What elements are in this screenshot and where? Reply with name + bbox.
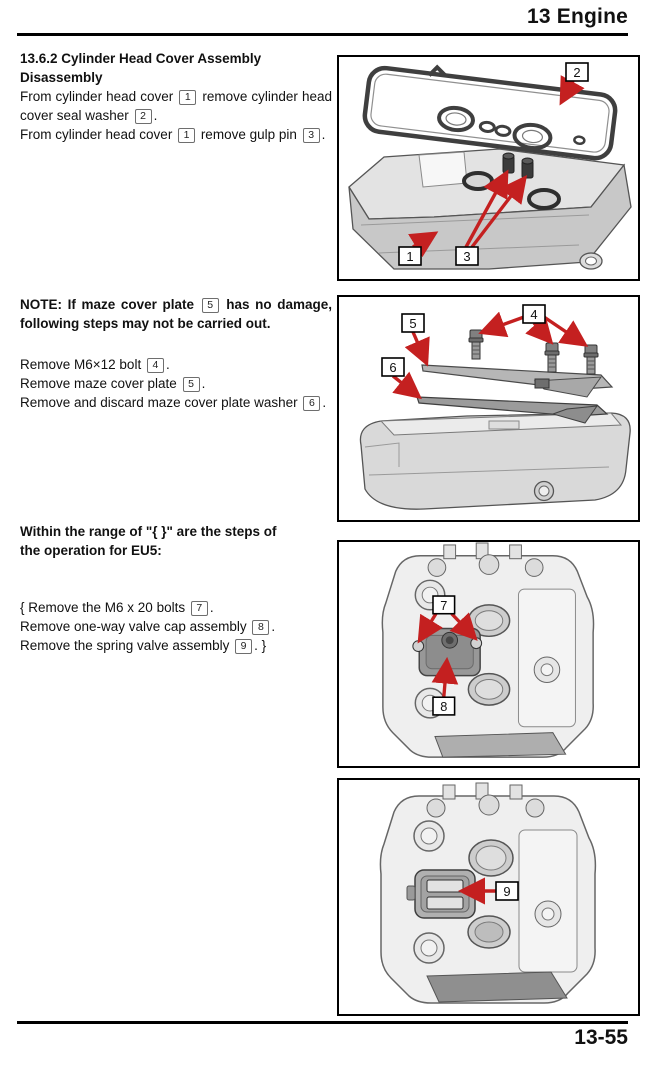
svg-text:2: 2: [573, 65, 581, 80]
part-ref-5: 5: [202, 298, 219, 313]
callout-1: [399, 247, 421, 265]
m6x12-bolts-drawing: [469, 330, 598, 374]
figure-maze-cover-plate-exploded: [337, 295, 640, 522]
svg-text:6: 6: [389, 360, 397, 375]
one-way-valve-cap-diagram: [339, 542, 638, 766]
section-eu5-steps: [20, 522, 332, 655]
part-ref-8: 8: [252, 620, 269, 635]
cover-gasket-diagram: [339, 57, 638, 279]
svg-text:7: 7: [440, 597, 448, 613]
cylinder-head-cover-drawing: [360, 413, 630, 509]
section-disassembly-intro: [20, 49, 332, 144]
part-ref-6: 6: [303, 396, 320, 411]
header-rule: [17, 33, 628, 36]
spring-valve-assembly-diagram: [339, 780, 638, 1014]
figure-one-way-valve-cap: [337, 540, 640, 768]
instruction-paragraph: { Remove the M6 x 20 bolts 7 .: [20, 600, 214, 615]
chapter-title: 13 Engine: [527, 5, 628, 28]
part-ref-9: 9: [235, 639, 252, 654]
breather-spout-drawing: [580, 253, 602, 269]
instruction-paragraph: Remove and discard maze cover plate washer 6 .: [20, 395, 327, 410]
eu5-heading-line2: the operation for EU5:: [20, 543, 162, 558]
svg-text:5: 5: [409, 316, 417, 331]
part-ref-1: 1: [178, 128, 195, 143]
svg-text:1: 1: [406, 249, 414, 264]
section-heading-line2: Disassembly: [20, 70, 103, 85]
spring-valve-assembly-drawing: [407, 870, 475, 918]
footer-rule: [17, 1021, 628, 1024]
callout-2: [566, 63, 588, 81]
svg-text:3: 3: [463, 249, 471, 264]
eu5-heading: [20, 522, 332, 560]
figure-cover-gasket-exploded: [337, 55, 640, 281]
callout-9: [496, 882, 518, 900]
maze-cover-plate-diagram: [339, 297, 638, 520]
part-ref-1: 1: [179, 90, 196, 105]
section-heading: [20, 49, 332, 87]
instruction-paragraph: Remove one-way valve cap assembly 8 .: [20, 619, 276, 634]
callout-8: [433, 697, 455, 715]
instruction-paragraph: Remove M6×12 bolt 4 .: [20, 357, 170, 372]
spacer: [20, 560, 332, 598]
maze-cover-plate-drawing: [422, 365, 612, 397]
svg-text:9: 9: [503, 884, 511, 899]
callout-5: [402, 314, 424, 332]
instruction-paragraph: From cylinder head cover 1 remove cylinder head cover seal washer 2 .: [20, 89, 333, 123]
note-text: NOTE: If maze cover plate 5 has no damage, following steps may not be carried out.: [20, 297, 332, 331]
figure-spring-valve-assembly: [337, 778, 640, 1016]
section-maze-cover-note: [20, 295, 332, 412]
section-heading-line1: 13.6.2 Cylinder Head Cover Assembly: [20, 51, 262, 66]
spacer: [20, 333, 332, 355]
callout-3: [456, 247, 478, 265]
part-ref-3: 3: [303, 128, 320, 143]
instruction-paragraph: Remove the spring valve assembly 9 . }: [20, 638, 267, 653]
svg-text:4: 4: [530, 307, 538, 322]
page-number: 13-55: [574, 1026, 628, 1049]
svg-text:8: 8: [440, 698, 448, 714]
callout-4: [523, 305, 545, 323]
callout-6: [382, 358, 404, 376]
instruction-paragraph: Remove maze cover plate 5 .: [20, 376, 206, 391]
part-ref-2: 2: [135, 109, 152, 124]
part-ref-7: 7: [191, 601, 208, 616]
part-ref-5: 5: [183, 377, 200, 392]
callout-7: [433, 596, 455, 614]
part-ref-4: 4: [147, 358, 164, 373]
eu5-heading-line1: Within the range of "{ }" are the steps of: [20, 524, 277, 539]
instruction-paragraph: From cylinder head cover 1 remove gulp pin 3 .: [20, 127, 326, 142]
cylinder-head-cover-drawing: [349, 149, 631, 269]
